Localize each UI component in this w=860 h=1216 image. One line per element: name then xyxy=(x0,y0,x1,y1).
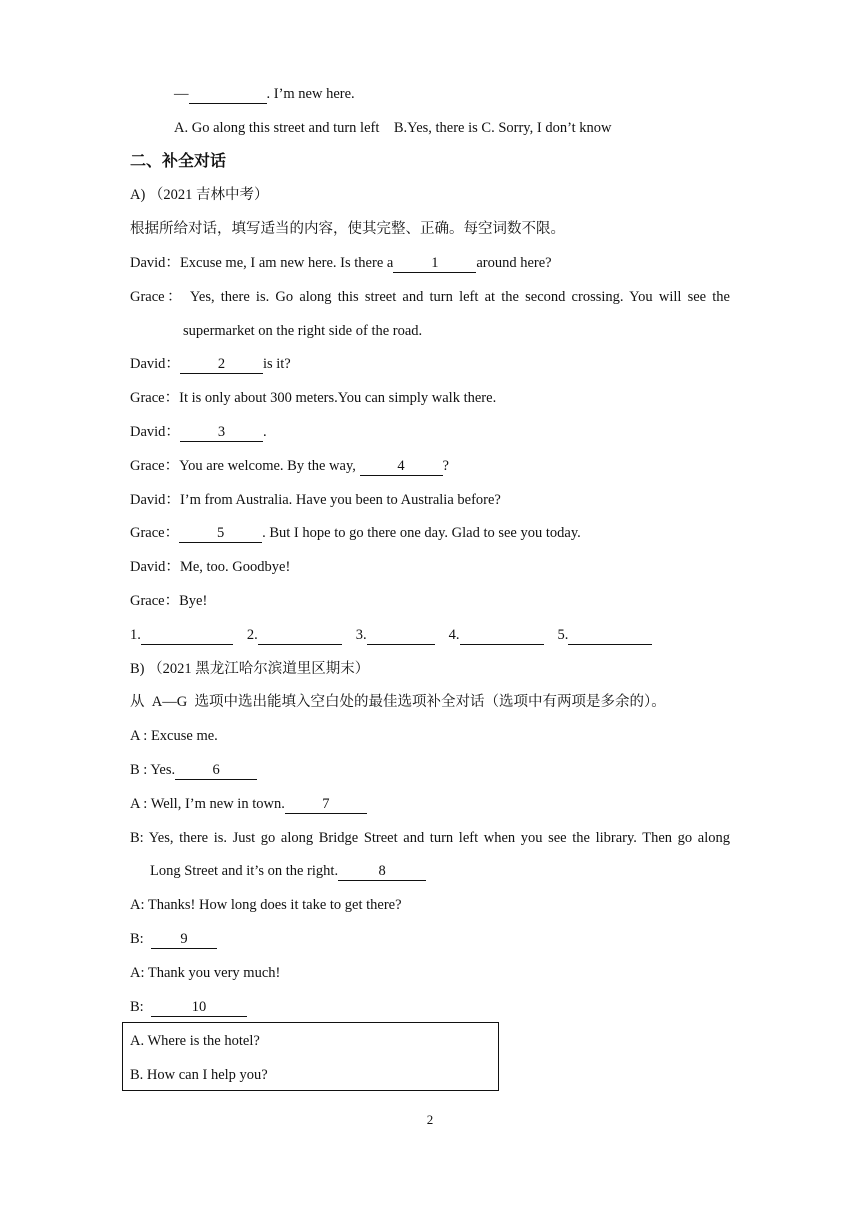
dialog-line: Grace： Yes, there is. Go along this street and turn left at the second crossing. You will see the xyxy=(130,289,730,305)
part-b-instruction: 从 A—G 选项中选出能填入空白处的最佳选项补全对话（选项中有两项是多余的）。 xyxy=(130,694,666,710)
part-a-title: A) （2021 吉林中考） xyxy=(130,187,269,203)
answer-line xyxy=(141,627,233,645)
option-item: B. How can I help you? xyxy=(130,1067,268,1083)
dialog-line: Grace：You are welcome. By the way, 4 ? xyxy=(130,458,449,474)
dialog-line: David：I’m from Australia. Have you been to Australia before? xyxy=(130,492,501,508)
answer-blank xyxy=(189,86,267,104)
blank-4: 4 xyxy=(360,458,443,476)
dash: — xyxy=(174,86,189,102)
dialog-prompt-line: — . I’m new here. xyxy=(174,86,355,102)
dialog-line: B: 9 xyxy=(130,929,217,949)
blank-1: 1 xyxy=(393,255,476,273)
dialog-line: B: Yes, there is. Just go along Bridge Street and turn left when you see the library. Then go along xyxy=(130,830,730,846)
blank-8: 8 xyxy=(338,863,426,881)
dialog-line: A : Well, I’m new in town. 7 xyxy=(130,794,367,814)
dialog-line: A: Thank you very much! xyxy=(130,965,281,981)
dialog-line: David： 3 . xyxy=(130,424,267,440)
answer-blanks-row: 1. 2. 3. 4. 5. xyxy=(130,625,652,645)
dialog-line: B : Yes. 6 xyxy=(130,760,257,780)
dialog-line: A : Excuse me. xyxy=(130,728,218,744)
blank-2: 2 xyxy=(180,356,263,374)
dialog-line: David：Excuse me, I am new here. Is there a 1 around here? xyxy=(130,255,552,271)
dialog-line: Grace：Bye! xyxy=(130,593,208,609)
options-line: A. Go along this street and turn left B.Yes, there is C. Sorry, I don’t know xyxy=(174,120,612,136)
answer-line xyxy=(568,627,652,645)
part-b-title: B) （2021 黑龙江哈尔滨道里区期末） xyxy=(130,661,370,677)
dialog-line: A: Thanks! How long does it take to get there? xyxy=(130,897,402,913)
part-a-instruction: 根据所给对话，填写适当的内容，使其完整、正确。每空词数不限。 xyxy=(130,221,565,237)
option-item: A. Where is the hotel? xyxy=(130,1033,260,1049)
answer-line xyxy=(460,627,544,645)
dialog-line: David：Me, too. Goodbye! xyxy=(130,559,291,575)
section-heading: 二、补全对话 xyxy=(130,151,227,170)
blank-5: 5 xyxy=(179,525,262,543)
answer-line xyxy=(258,627,342,645)
blank-3: 3 xyxy=(180,424,263,442)
blank-10: 10 xyxy=(151,999,247,1017)
blank-7: 7 xyxy=(285,796,367,814)
dialog-line-continued: supermarket on the right side of the road. xyxy=(183,323,423,339)
page-number: 2 xyxy=(426,1112,434,1127)
blank-6: 6 xyxy=(175,762,257,780)
answer-line xyxy=(367,627,435,645)
dialog-line: Grace： 5 . But I hope to go there one day. Glad to see you today. xyxy=(130,525,581,541)
dialog-line: B: 10 xyxy=(130,997,247,1017)
dialog-line: David： 2 is it? xyxy=(130,356,291,372)
dialog-line: Grace：It is only about 300 meters.You can simply walk there. xyxy=(130,390,497,406)
blank-9: 9 xyxy=(151,931,217,949)
dialog-line-continued: Long Street and it’s on the right. 8 xyxy=(150,861,426,881)
